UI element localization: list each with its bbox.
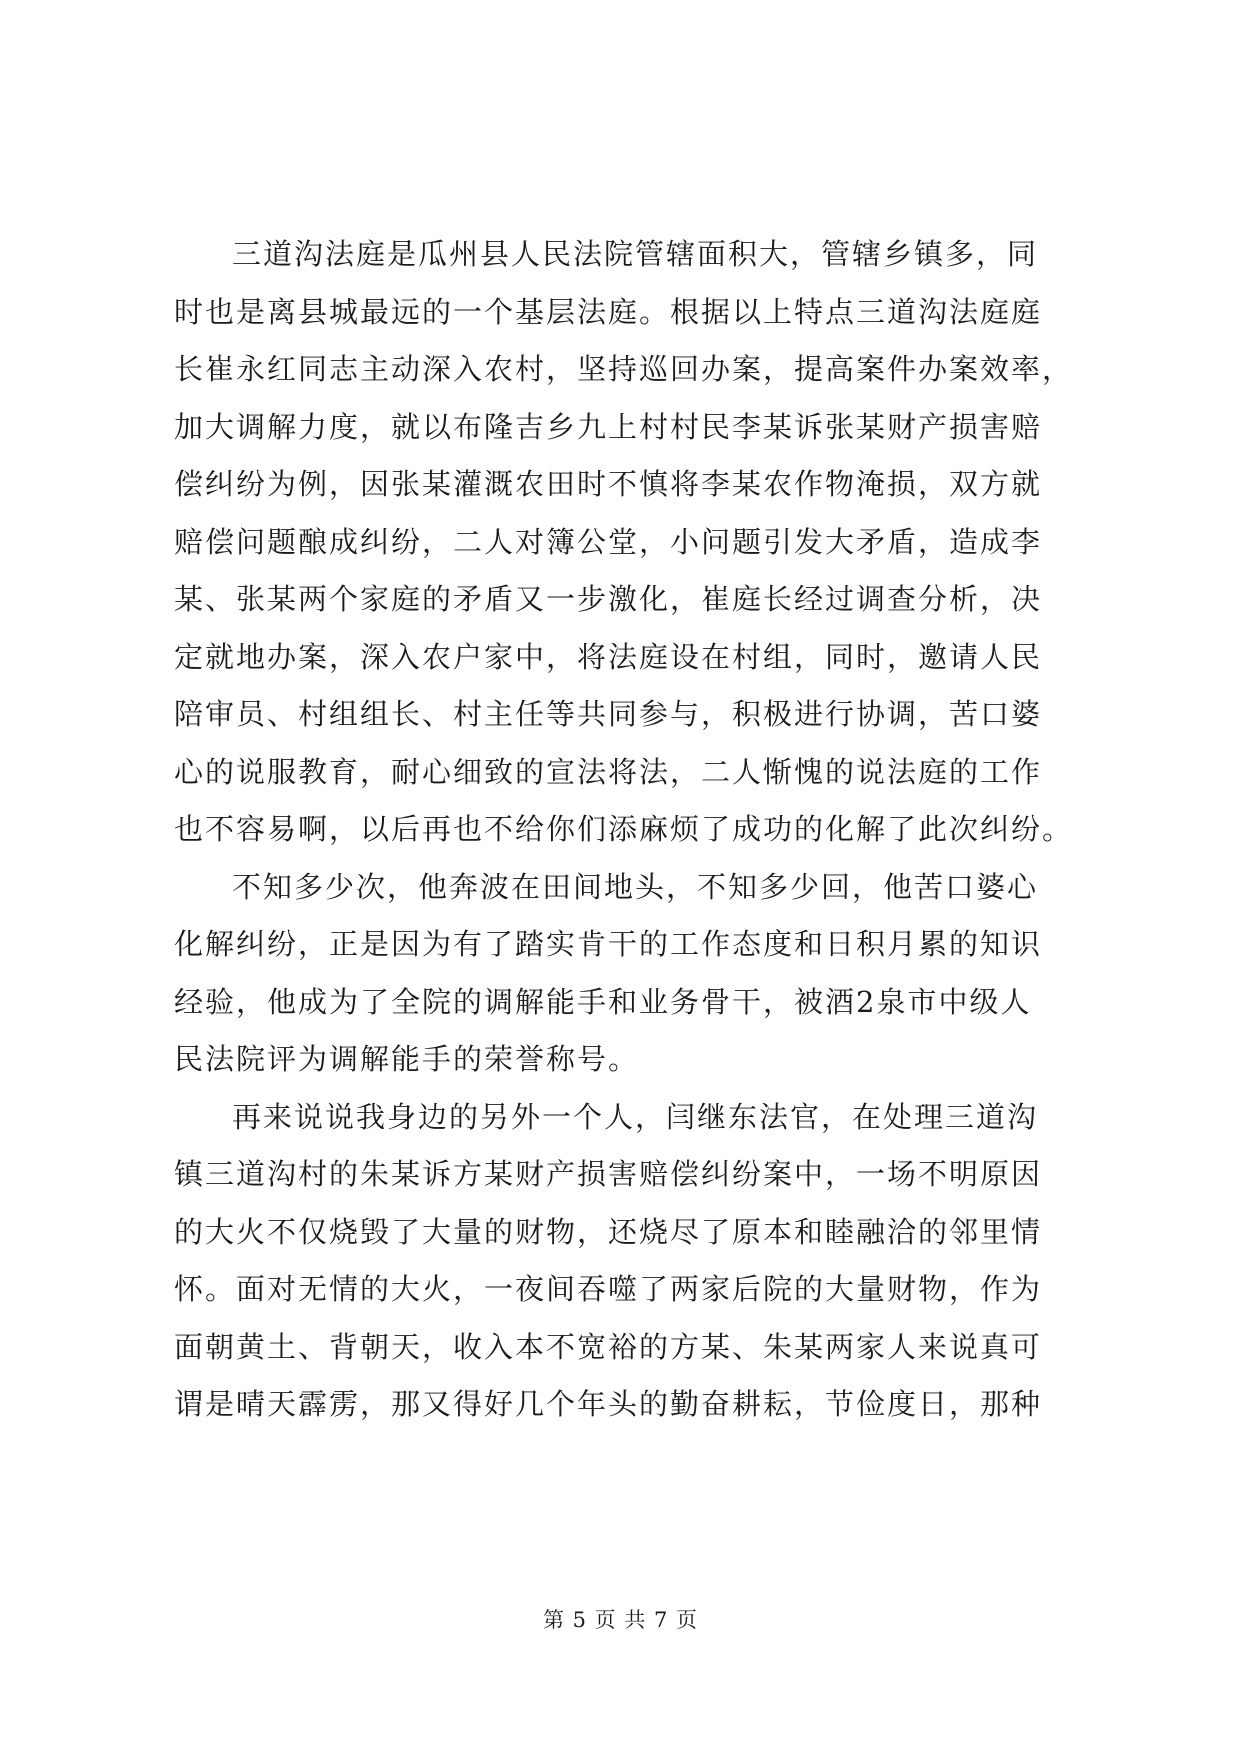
text-line: 镇三道沟村的朱某诉方某财产损害赔偿纠纷案中，一场不明原因 bbox=[174, 1157, 1043, 1191]
paragraph-1 bbox=[174, 226, 1094, 859]
text-line: 化解纠纷，正是因为有了踏实肯干的工作态度和日积月累的知识 bbox=[174, 927, 1043, 961]
page-footer bbox=[0, 1606, 1241, 1634]
text-line: 也不容易啊，以后再也不给你们添麻烦了成功的化解了此次纠纷。 bbox=[174, 812, 1074, 846]
text-line: 经验，他成为了全院的调解能手和业务骨干，被酒2泉市中级人 bbox=[174, 984, 1032, 1019]
text-line: 某、张某两个家庭的矛盾又一步激化，崔庭长经过调查分析，决 bbox=[174, 582, 1043, 616]
text-line: 三道沟法庭是瓜州县人民法院管辖面积大，管辖乡镇多，同 bbox=[232, 237, 1039, 271]
text-line: 加大调解力度，就以布隆吉乡九上村村民李某诉张某财产损害赔 bbox=[174, 409, 1043, 444]
text-line: 再来说说我身边的另外一个人，闫继东法官，在处理三道沟 bbox=[232, 1099, 1039, 1134]
text-line: 不知多少次，他奔波在田间地头，不知多少回，他苦口婆心 bbox=[232, 869, 1039, 904]
text-line: 定就地办案，深入农户家中，将法庭设在村组，同时，邀请人民 bbox=[174, 639, 1043, 674]
text-line: 时也是离县城最远的一个基层法庭。根据以上特点三道沟法庭庭 bbox=[174, 294, 1043, 329]
text-line: 赔偿问题酿成纠纷，二人对簿公堂，小问题引发大矛盾，造成李 bbox=[174, 524, 1043, 559]
text-line: 偿纠纷为例，因张某灌溉农田时不慎将李某农作物淹损，双方就 bbox=[174, 467, 1043, 501]
text-line: 面朝黄土、背朝天，收入本不宽裕的方某、朱某两家人来说真可 bbox=[174, 1329, 1043, 1364]
text-line: 心的说服教育，耐心细致的宣法将法，二人惭愧的说法庭的工作 bbox=[174, 754, 1043, 789]
body-text bbox=[174, 226, 1094, 1434]
text-line: 长崔永红同志主动深入农村，坚持巡回办案，提高案件办案效率， bbox=[174, 352, 1074, 386]
text-line: 的大火不仅烧毁了大量的财物，还烧尽了原本和睦融洽的邻里情 bbox=[174, 1214, 1043, 1249]
text-line: 怀。面对无情的大火，一夜间吞噬了两家后院的大量财物，作为 bbox=[174, 1272, 1043, 1306]
paragraph-3 bbox=[174, 1089, 1094, 1434]
paragraph-2 bbox=[174, 859, 1094, 1089]
page-indicator: 第 5 页 共 7 页 bbox=[542, 1608, 699, 1632]
text-line: 民法院评为调解能手的荣誉称号。 bbox=[174, 1042, 640, 1076]
text-line: 陪审员、村组组长、村主任等共同参与，积极进行协调，苦口婆 bbox=[174, 697, 1043, 731]
text-line: 谓是晴天霹雳，那又得好几个年头的勤奋耕耘，节俭度日，那种 bbox=[174, 1387, 1043, 1421]
